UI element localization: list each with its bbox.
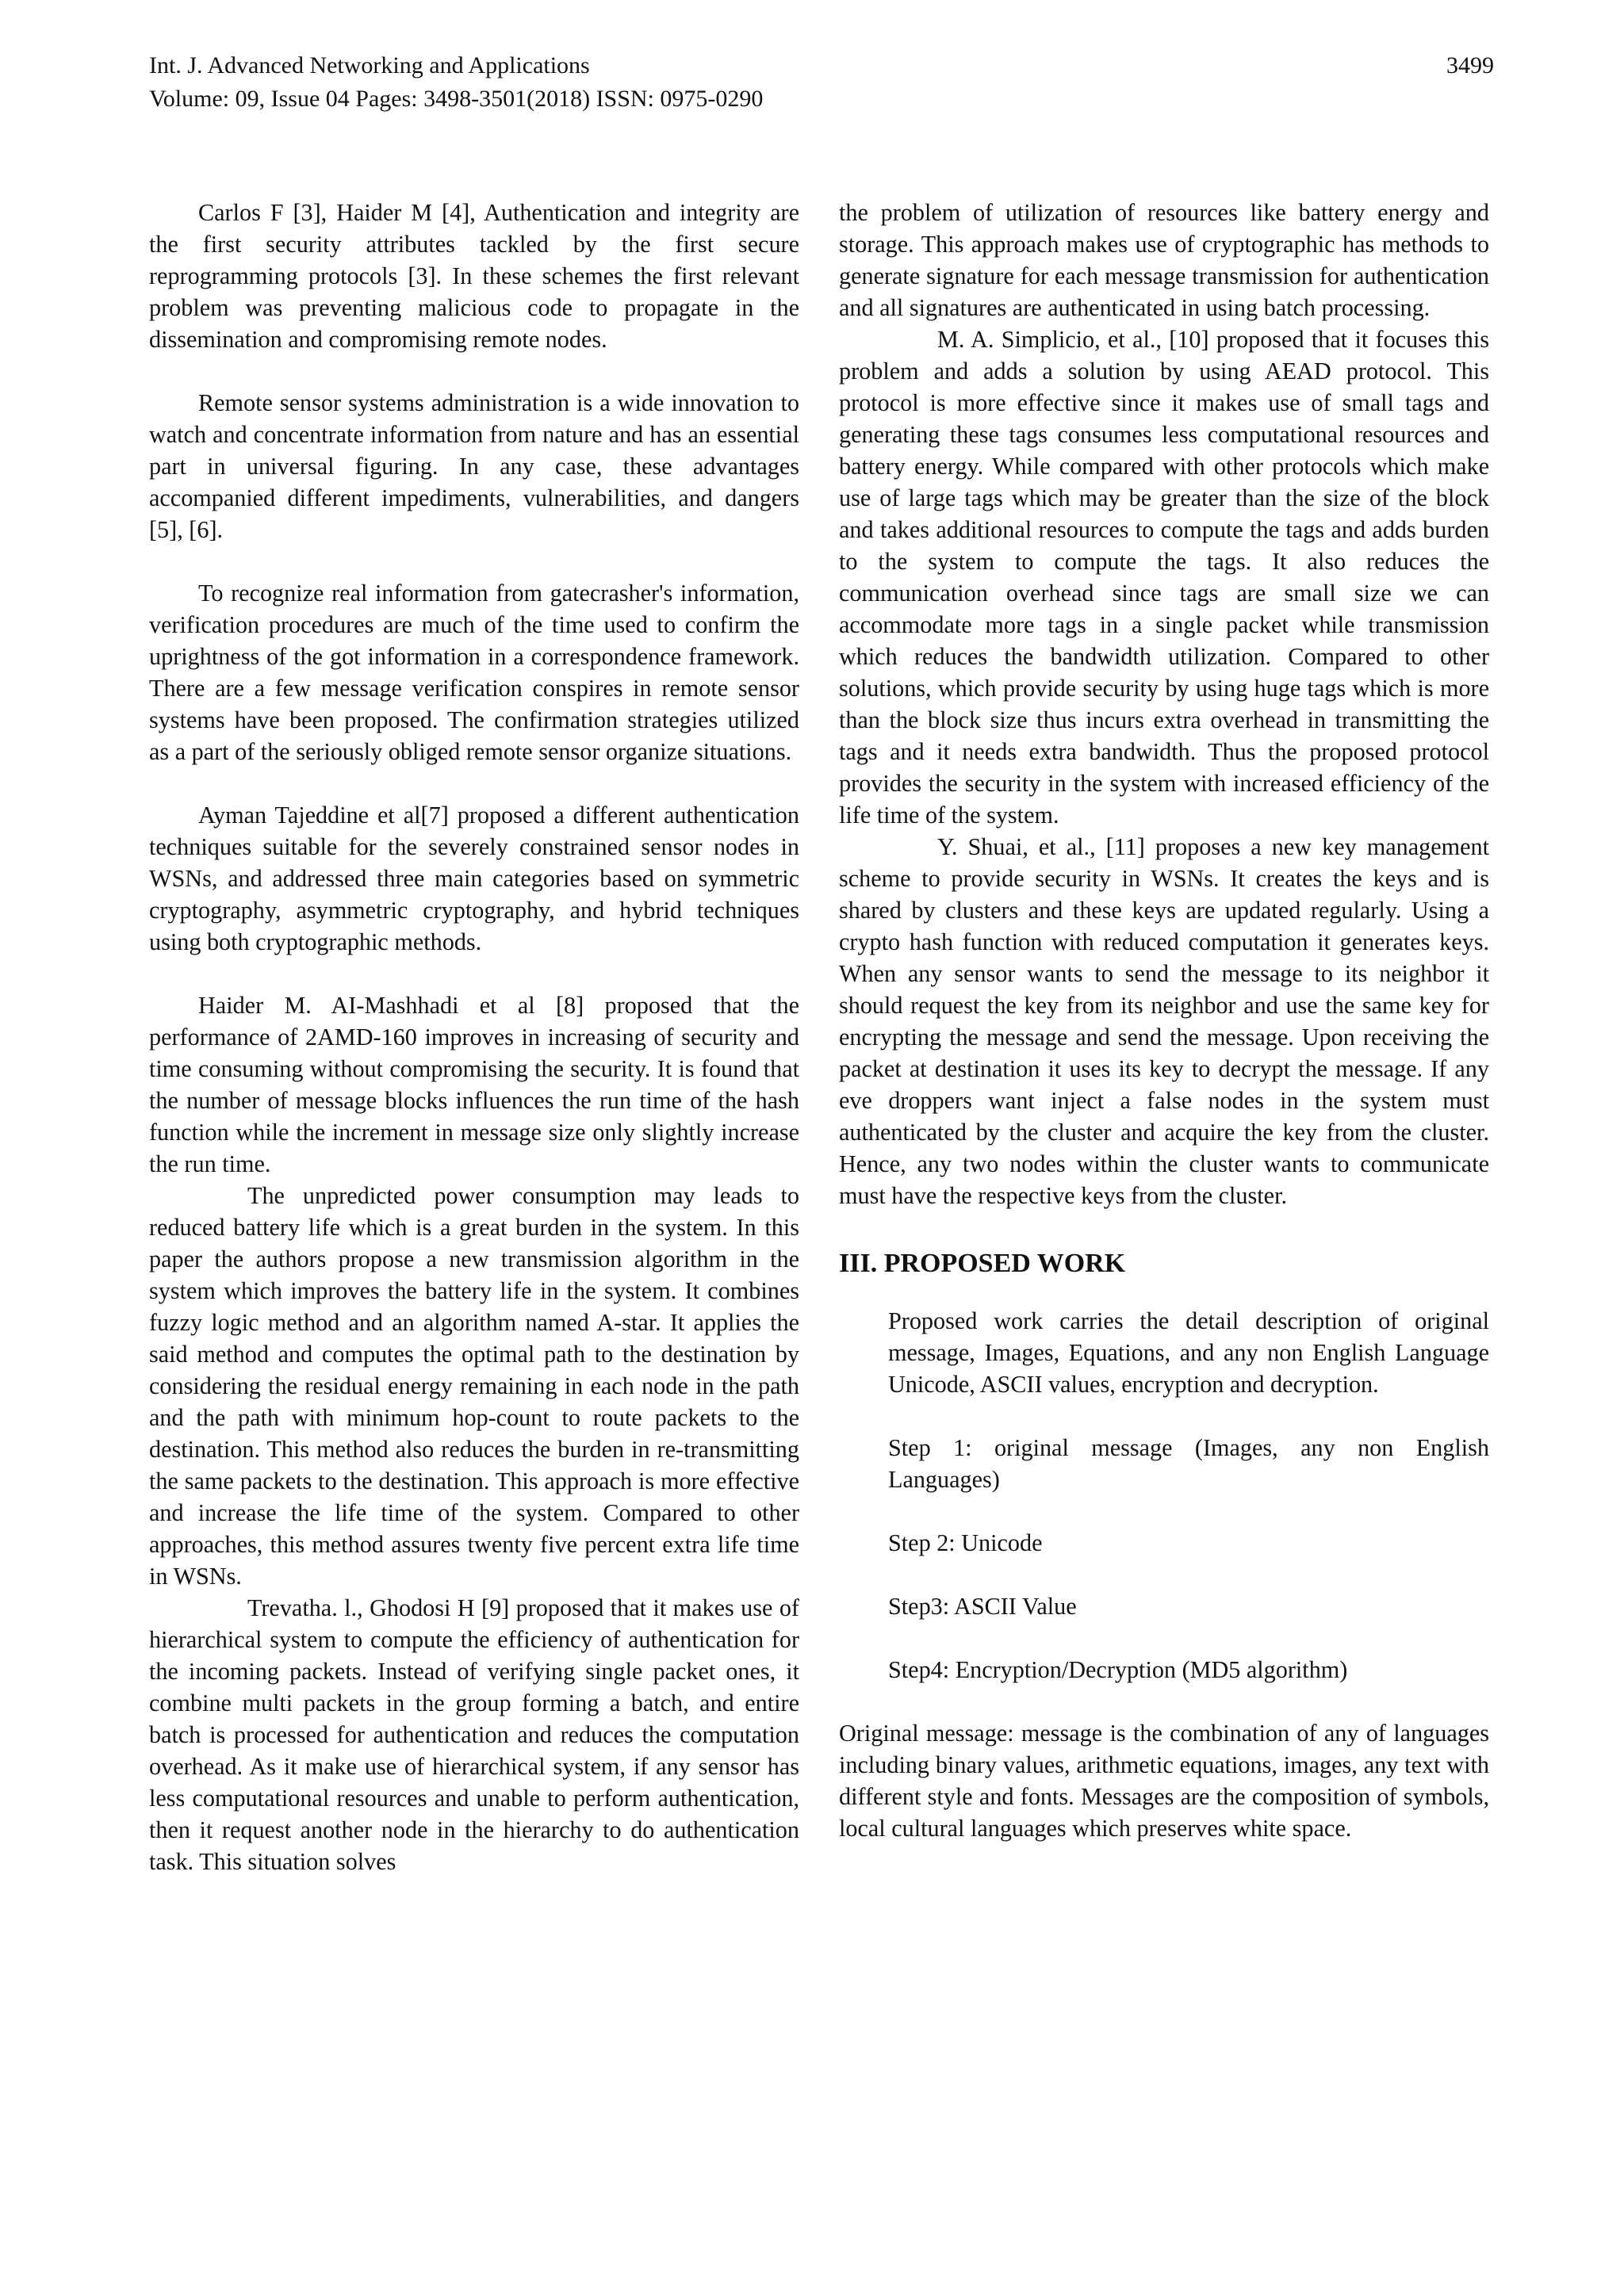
intro-paragraph: Proposed work carries the detail description of original message, Images, Equations, and any non English Language Unicode, ASCII values, encryption and decryption. — [888, 1307, 1489, 1398]
paragraph: Remote sensor systems administration is a wide innovation to watch and concentrate information from nature and has an essential part in universal figuring. In any case, these advantages accompanied different impediments, vulnerabilities, and dangers [5], [6]. — [149, 389, 799, 543]
paragraph: M. A. Simplicio, et al., [10] proposed that it focuses this problem and adds a solution by using AEAD protocol. This protocol is more effective since it makes use of small tags and generating these tags consumes less computational resources and battery energy. While compared with other protocols which make use of large tags which may be greater than the size of the block and takes additional resources to compute the tags and adds burden to the system to compute the tags. It also reduces the communication overhead since tags are small size we can accommodate more tags in a single packet while transmission which reduces the bandwidth utilization. Compared to other solutions, which provide security by using huge tags which is more than the block size thus incurs extra overhead in transmitting the tags and it needs extra bandwidth. Thus the proposed protocol provides the security in the system with increased efficiency of the life time of the system. — [839, 326, 1489, 828]
paragraph: the problem of utilization of resources like battery energy and storage. This approach makes use of cryptographic has methods to generate signature for each message transmission for authentication and all signatures are authenticated in using batch processing. — [839, 199, 1489, 321]
paragraph: To recognize real information from gatecrasher's information, verification procedures are much of the time used to confirm the uprightness of the got information in a correspondence framework. There are a few message verification conspires in remote sensor systems have been proposed. The confirmation strategies utilized as a part of the seriously obliged remote sensor organize situations. — [149, 580, 799, 765]
step-item: Step 1: original message (Images, any non English Languages) — [888, 1434, 1489, 1493]
section-heading: III. PROPOSED WORK — [839, 1249, 1126, 1278]
closing-paragraph: Original message: message is the combination of any of languages including binary values, arithmetic equations, images, any text with different style and fonts. Messages are the composition of symbols, local cultural languages which preserves white space. — [839, 1720, 1489, 1842]
proposed-work-steps — [888, 1305, 1489, 1686]
paragraph: Carlos F [3], Haider M [4], Authentication and integrity are the first security attributes tackled by the first secure reprogramming protocols [3]. In these schemes the first relevant problem was preventing malicious code to propagate in the dissemination and compromising remote nodes. — [149, 199, 799, 353]
step-item: Step3: ASCII Value — [888, 1593, 1077, 1620]
journal-name: Int. J. Advanced Networking and Applications — [149, 52, 590, 78]
step-item: Step4: Encryption/Decryption (MD5 algorithm) — [888, 1656, 1348, 1683]
running-header — [149, 49, 1494, 116]
paragraph: Haider M. AI-Mashhadi et al [8] proposed that the performance of 2AMD-160 improves in increasing of security and time consuming without compromising the security. It is found that the number of message blocks influences the run time of the hash function while the increment in message size only slightly increase the run time. — [149, 992, 799, 1177]
volume-info: Volume: 09, Issue 04 Pages: 3498-3501(2018) ISSN: 0975-0290 — [149, 86, 764, 112]
page-number: 3499 — [1446, 52, 1494, 78]
paragraph: Trevatha. l., Ghodosi H [9] proposed that it makes use of hierarchical system to compute the efficiency of authentication for the incoming packets. Instead of verifying single packet ones, it combine multi packets in the group forming a batch, and entire batch is processed for authentication and reduces the computation overhead. As it make use of hierarchical system, if any sensor has less computational resources and unable to perform authentication, then it request another node in the hierarchy to do authentication task. This situation solves — [149, 1594, 799, 1875]
step-item: Step 2: Unicode — [888, 1529, 1043, 1556]
left-column — [149, 197, 799, 1877]
paragraph: The unpredicted power consumption may leads to reduced battery life which is a great burden in the system. In this paper the authors propose a new transmission algorithm in the system which improves the battery life in the system. It combines fuzzy logic method and an algorithm named A-star. It applies the said method and computes the optimal path to the destination by considering the residual energy remaining in each node in the path and the path with minimum hop-count to route packets to the destination. This method also reduces the burden in re-transmitting the same packets to the destination. This approach is more effective and increase the life time of the system. Compared to other approaches, this method assures twenty five percent extra life time in WSNs. — [149, 1182, 799, 1590]
paragraph: Ayman Tajeddine et al[7] proposed a different authentication techniques suitable for the severely constrained sensor nodes in WSNs, and addressed three main categories based on symmetric cryptography, asymmetric cryptography, and hybrid techniques using both cryptographic methods. — [149, 802, 799, 955]
paragraph: Y. Shuai, et al., [11] proposes a new key management scheme to provide security in WSNs. It creates the keys and is shared by clusters and these keys are updated regularly. Using a crypto hash function with reduced computation it generates keys. When any sensor wants to send the message to its neighbor it should request the key from its neighbor and use the same key for encrypting the message and send the message. Upon receiving the packet at destination it uses its key to decrypt the message. If any eve droppers want inject a false nodes in the system must authenticated by the cluster and acquire the key from the cluster. Hence, any two nodes within the cluster wants to communicate must have the respective keys from the cluster. — [839, 833, 1489, 1209]
right-column — [839, 197, 1489, 1844]
